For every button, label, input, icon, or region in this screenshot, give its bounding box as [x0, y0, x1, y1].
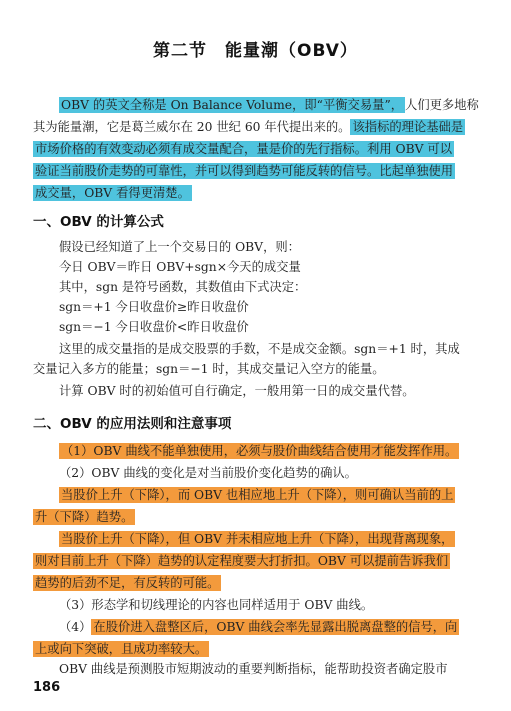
- rule-1: [59, 442, 459, 460]
- paragraph: 这里的成交量指的是成交股票的手数，不是成交金额。sgn＝+1 时，其成: [59, 342, 460, 356]
- paragraph: 假设已经知道了上一个交易日的 OBV，则：: [59, 240, 300, 254]
- intro-line-3: [33, 140, 454, 158]
- highlight-blue: 该指标的理论基础是: [352, 120, 464, 134]
- paragraph: 交量记入多方的能量；sgn＝−1 时，其成交量记入空方的能量。: [33, 362, 385, 376]
- rule-2a-line-2: [33, 508, 135, 526]
- rule-4-line-2: [33, 640, 209, 658]
- rule-2b-line-3: [33, 574, 221, 592]
- intro-line-2: [33, 118, 465, 136]
- section-heading-1: 一、OBV 的计算公式: [33, 214, 164, 230]
- intro-line-5: [33, 184, 192, 202]
- rule-2a-line-1: [59, 486, 455, 504]
- highlight-orange: 则对目前上升（下降）趋势的认定程度要大打折扣。OBV 可以提前告诉我们: [35, 554, 449, 568]
- highlight-orange: 当股价上升（下降），但 OBV 并未相应地上升（下降），出现背离现象，: [61, 532, 454, 546]
- highlight-blue: 市场价格的有效变动必须有成交量配合，量是价的先行指标。利用 OBV 可以: [35, 142, 453, 156]
- text: 其为能量潮，它是葛兰威尔在 20 世纪 60 年代提出来的。: [33, 120, 351, 134]
- rule-3: （3）形态学和切线理论的内容也同样适用于 OBV 曲线。: [59, 598, 374, 612]
- text: 人们更多地称: [405, 98, 479, 112]
- highlight-orange: 当股价上升（下降），而 OBV 也相应地上升（下降），则可确认当前的上: [61, 488, 454, 502]
- highlight-orange: 在股价进入盘整区后，OBV 曲线会率先显露出脱离盘整的信号，向: [93, 620, 458, 634]
- rule-2b-line-2: [33, 552, 450, 570]
- intro-line-1: [59, 96, 479, 114]
- formula: sgn＝−1 今日收盘价<昨日收盘价: [59, 320, 249, 334]
- rule-2b-line-1: [59, 530, 455, 548]
- highlight-orange: 上或向下突破，且成功率较大。: [35, 642, 208, 656]
- paragraph: 计算 OBV 时的初始值可自行确定，一般用第一日的成交量代替。: [59, 384, 415, 398]
- formula: sgn＝+1 今日收盘价≥昨日收盘价: [59, 300, 249, 314]
- highlight-blue: OBV 的英文全称是 On Balance Volume，即“平衡交易量”，: [61, 98, 404, 112]
- rule-2: （2）OBV 曲线的变化是对当前股价变化趋势的确认。: [59, 466, 357, 480]
- paragraph: 其中，sgn 是符号函数，其数值由下式决定：: [59, 280, 307, 294]
- highlight-orange: （1）OBV 曲线不能单独使用，必须与股价曲线结合使用才能发挥作用。: [61, 444, 458, 458]
- highlight-blue: 验证当前股价走势的可靠性，并可以得到趋势可能反转的信号。比起单独使用: [35, 164, 454, 178]
- intro-line-4: [33, 162, 455, 180]
- paragraph: OBV 曲线是预测股市短期波动的重要判断指标，能帮助投资者确定股市: [59, 662, 448, 676]
- highlight-blue: 成交量，OBV 看得更清楚。: [35, 186, 190, 200]
- rule-4-line-1: [59, 618, 459, 636]
- highlight-orange: 趋势的后劲不足，有反转的可能。: [35, 576, 220, 590]
- text: （4）: [59, 620, 92, 634]
- formula: 今日 OBV＝昨日 OBV+sgn×今天的成交量: [59, 260, 301, 274]
- page-title: 第二节 能量潮（OBV）: [153, 41, 358, 61]
- page-number: 186: [33, 680, 61, 695]
- section-heading-2: 二、OBV 的应用法则和注意事项: [33, 416, 232, 432]
- highlight-orange: 升（下降）趋势。: [35, 510, 134, 524]
